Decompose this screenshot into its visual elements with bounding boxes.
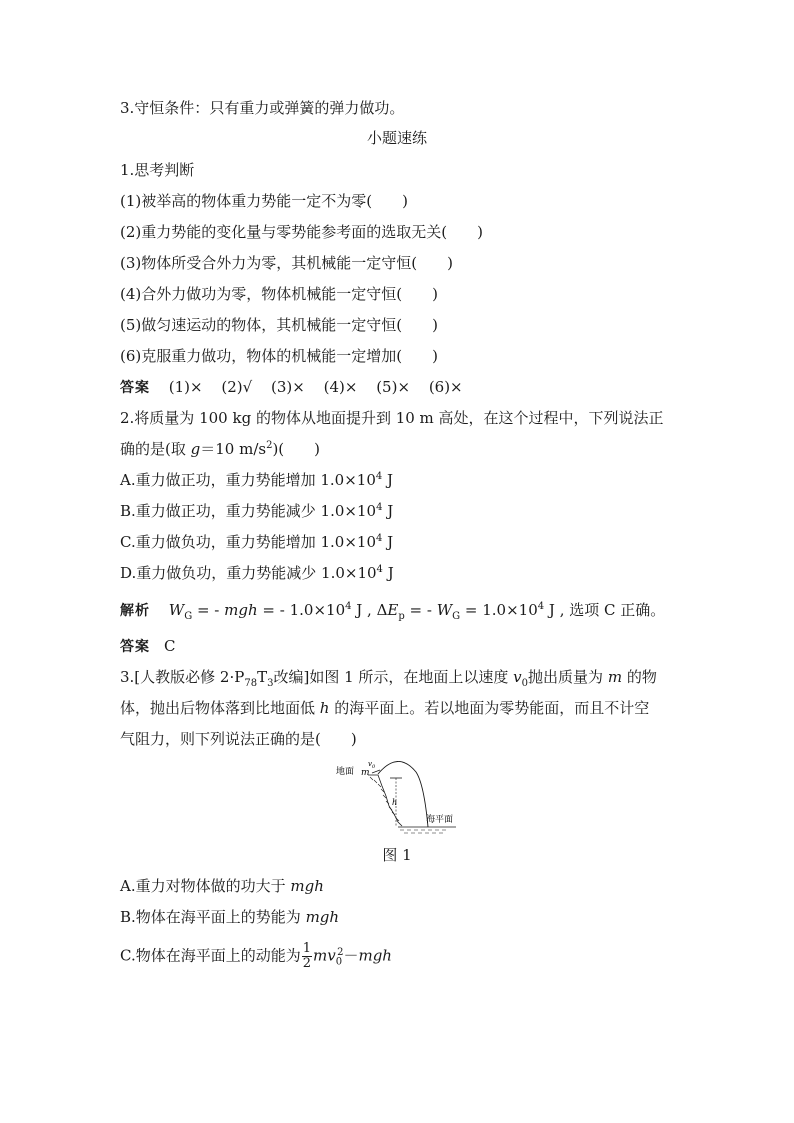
- m-label: m: [361, 768, 370, 778]
- q1-item-4: (4)合外力做功为零，物体机械能一定守恒( ): [120, 285, 438, 303]
- q1-answer: 答案 (1)× (2)√ (3)× (4)× (5)× (6)×: [120, 378, 463, 396]
- q2-analysis: 解析 $W_G$ = - mgh = - $1.0\times 10^4$ J , $\Delta E_p$ = - $W_G = 1.0\times 10^4$ J , 选项 C 正确。: [120, 601, 666, 622]
- q2-stem-line2: 确的是(取 g＝10 $m/s^2$)( ): [120, 440, 321, 458]
- section-title: 小题速练: [366, 129, 427, 147]
- q3-option-c: C.物体在海平面上的动能为 $\frac{1}{2}$ $mv_0^2-mgh$: [120, 941, 392, 971]
- q2-option-b: B.重力做正功，重力势能减少 $1.0\times 10^4$ J: [120, 502, 394, 520]
- answer-label: 答案: [120, 380, 150, 396]
- q3-option-b: B.物体在海平面上的势能为 mgh: [120, 908, 340, 926]
- sea-label: 海平面: [426, 815, 454, 825]
- q2-stem-line1: 2.将质量为 100 kg 的物体从地面提升到 10 m 高处，在这个过程中，下列说法正: [120, 409, 664, 427]
- q1-item-6: (6)克服重力做功，物体的机械能一定增加( ): [120, 347, 438, 365]
- q2-option-c: C.重力做负功，重力势能增加 $1.0\times 10^4$ J: [120, 533, 394, 551]
- v0-label: $v_0$: [368, 760, 376, 770]
- sea-waves: [400, 830, 446, 833]
- q1-item-3: (3)物体所受合外力为零，其机械能一定守恒( ): [120, 254, 453, 272]
- conservation-condition: 3.守恒条件：只有重力或弹簧的弹力做功。: [120, 99, 405, 117]
- h-label: h: [392, 798, 398, 807]
- figure-1-diagram: [336, 758, 466, 838]
- q2-answer: 答案 C: [120, 637, 176, 655]
- q3-option-a: A.重力对物体做的功大于 mgh: [120, 877, 324, 895]
- q3-stem-line1: 3.[人教版必修 $2\cdot P_{78}T_3$改编]如图 1 所示，在地面上以速度 $v_0$抛出质量为 m 的物: [120, 668, 657, 689]
- q3-stem-line3: 气阻力，则下列说法正确的是( ): [120, 730, 357, 748]
- q2-option-d: D.重力做负功，重力势能减少 $1.0\times 10^4$ J: [120, 564, 394, 582]
- fraction-half: $\frac{1}{2}$: [302, 941, 311, 971]
- q3-stem-line2: 体，抛出后物体落到比地面低 h 的海平面上。若以地面为零势能面，而且不计空: [120, 699, 650, 717]
- q1-item-5: (5)做匀速运动的物体，其机械能一定守恒( ): [120, 316, 438, 334]
- q2-option-a: A.重力做正功，重力势能增加 $1.0\times 10^4$ J: [120, 471, 394, 489]
- analysis-label: 解析: [120, 603, 150, 619]
- figure-caption: 图 1: [382, 846, 412, 864]
- ground-label: 地面: [336, 767, 355, 777]
- q1-item-2: (2)重力势能的变化量与零势能参考面的选取无关( ): [120, 223, 483, 241]
- q1-title: 1.思考判断: [120, 161, 195, 179]
- q1-item-1: (1)被举高的物体重力势能一定不为零( ): [120, 192, 408, 210]
